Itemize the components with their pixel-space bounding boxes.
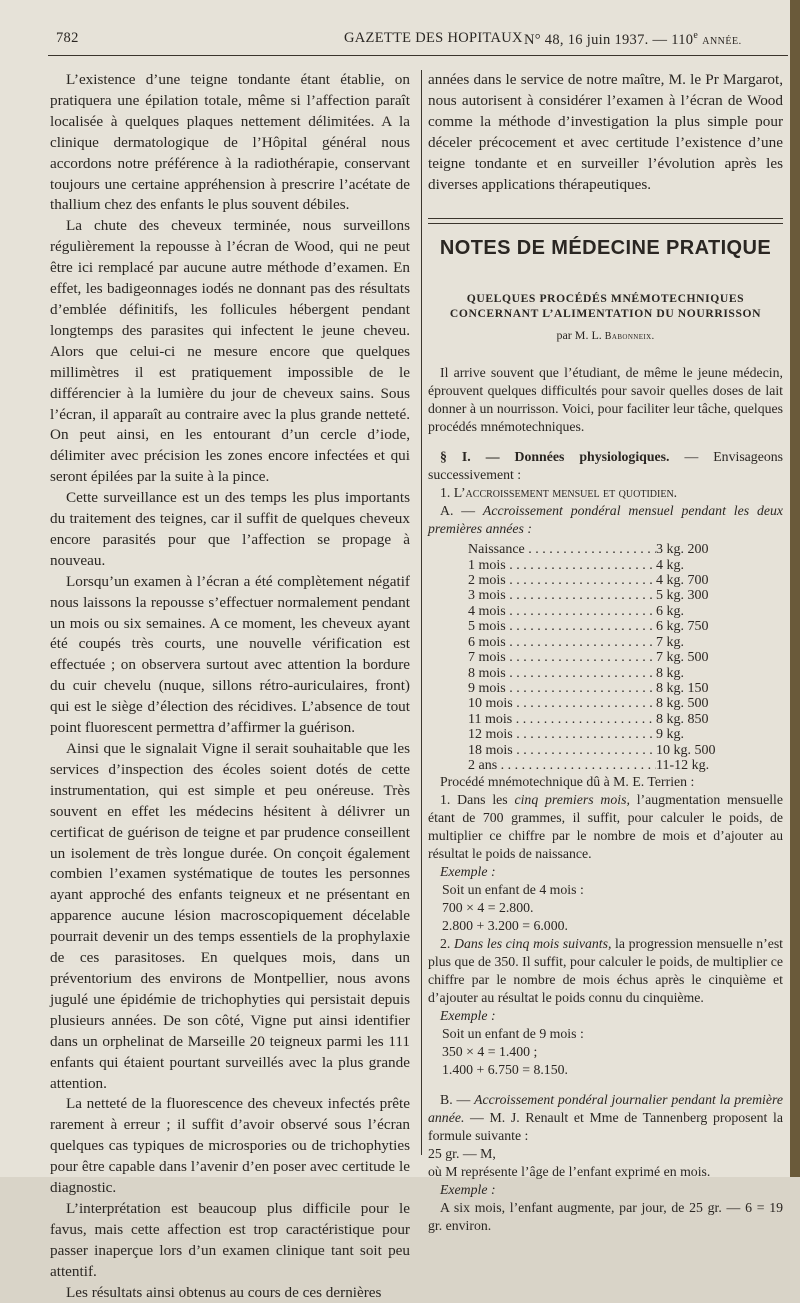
paragraph: Ainsi que le signalait Vigne il serait souhaitable que les services d’inspection des écoles soient dotés de cette instrumentation, qui est simple et peu onéreuse. Très souvent en effet les médecins hésitent à délivrer un certificat de guérison de teigne et par prudence conseillent un isolement de très longue durée. On conçoit également combien l’examen systématique de toutes les personnes ayant approché des enfants teigneux et ne présentant en apparence aucune lésion macroscopiquement décelable pourrait devenir un des temps essentiels de la prophylaxie de ces parasitoses. En quelques mois, dans un préventorium des environs de Montpellier, nous avons jugulé une épidémie de trichophyties qui persistait depuis plusieurs années. De son côté, Vigne put ainsi identifier dans un orphelinat de Marseille 20 teigneux parmi les 111 enfants qui étaient pourtant surveillés avec la plus grande attention. bbox=[50, 740, 410, 1092]
paragraph: La chute des cheveux terminée, nous surveillons régulièrement la repousse à l’écran de Wood, qui ne peut être ici remplacé par aucune autre méthode d’examen. En effet, les badigeonnages iodés ne donnant pas des résultats d’emblée définitifs, les follicules hébergent pendant longtemps des parasites qui infectent le jeune cheveu. Alors que celui-ci ne mesure encore que quelques millimètres il est pratiquement impossible de le différencier à la lumière du jour de cheveux sains. Sous l’écran, il apparaît au contraire avec la plus grande netteté. On peut ainsi, en les entourant d’un cercle d’iode, délimiter avec précision les zones encore infectées et qui seront épilées par la suite à la pince. bbox=[50, 217, 410, 486]
subsection-b: B. — Accroissement pondéral journalier pendant la première année. — M. J. Renault et Mme de Tannenberg proposent la formule suivante : bbox=[428, 1092, 783, 1144]
age-label: 7 mois . . . bbox=[468, 650, 656, 665]
weight-value: 4 kg. bbox=[656, 557, 684, 573]
paragraph: La netteté de la fluorescence des cheveux infectés prête rarement à erreur ; il suffit d’avoir observé sous l’écran quelques cas typiques de microspories ou de trichophyties pour être capable dans l’avenir d’en poser avec certitude le diagnostic. bbox=[50, 1095, 410, 1197]
age-label: 4 mois . . . bbox=[468, 604, 656, 619]
age-label: 8 mois . . . bbox=[468, 666, 656, 681]
weight-value: 9 kg. bbox=[656, 727, 684, 743]
age-label: 3 mois . . . bbox=[468, 588, 656, 603]
weight-row bbox=[468, 619, 736, 634]
rule-2: 2. Dans les cinq mois suivants, la progression mensuelle n’est plus que de 350. Il suffit, pour calculer le poids, de multiplier ce chiffre par le nombre de mois échus après le cinquième et d’ajouter au résultat le poids connu du cinquième. bbox=[428, 936, 784, 1006]
left-column bbox=[50, 70, 410, 1303]
weight-row bbox=[468, 573, 736, 588]
weight-value: 8 kg. 500 bbox=[656, 696, 709, 712]
example-label: Exemple : bbox=[440, 1008, 496, 1024]
weight-value: 10 kg. 500 bbox=[656, 742, 716, 758]
age-label: 18 mois . . . bbox=[468, 743, 656, 758]
section-double-rule bbox=[428, 218, 783, 224]
age-label: 2 ans . . . bbox=[468, 758, 656, 773]
example-line: 350 × 4 = 1.400 ; bbox=[442, 1044, 538, 1060]
weight-row bbox=[468, 727, 736, 742]
example-line: Soit un enfant de 4 mois : bbox=[442, 882, 584, 898]
formula-note: où M représente l’âge de l’enfant exprimé en mois. bbox=[428, 1164, 711, 1180]
weight-value: 6 kg. bbox=[656, 603, 684, 619]
weight-row bbox=[468, 681, 736, 696]
example-line: 700 × 4 = 2.800. bbox=[442, 900, 534, 916]
weight-table bbox=[468, 542, 736, 773]
example-line: 1.400 + 6.750 = 8.150. bbox=[442, 1062, 568, 1078]
weight-value: 4 kg. 700 bbox=[656, 573, 709, 589]
example-label: Exemple : bbox=[440, 864, 496, 880]
column-divider bbox=[421, 70, 422, 1155]
age-label: 1 mois . . . bbox=[468, 558, 656, 573]
article-title: QUELQUES PROCÉDÉS MNÉMOTECHNIQUES CONCERNANT L’ALIMENTATION DU NOURRISSON bbox=[449, 292, 762, 321]
age-label: 11 mois . . . bbox=[468, 712, 656, 727]
weight-value: 11-12 kg. bbox=[656, 757, 710, 773]
weight-value: 6 kg. 750 bbox=[656, 619, 709, 635]
procede-line: Procédé mnémotechnique dû à M. E. Terrien : bbox=[440, 774, 695, 790]
age-label: 6 mois . . . bbox=[468, 635, 656, 650]
weight-row bbox=[468, 666, 736, 681]
article-body bbox=[428, 364, 783, 1235]
subsection-heading: 1. L’accroissement mensuel et quotidien. bbox=[440, 485, 678, 501]
weight-value: 7 kg. bbox=[656, 634, 684, 650]
weight-row bbox=[468, 604, 736, 619]
rule-1: 1. Dans les cinq premiers mois, l’augmentation mensuelle étant de 700 grammes, il suffit, pour calculer le poids, de multiplier ce chiffre par le nombre de mois et d’ajouter au résultat le poids de naissance. bbox=[428, 792, 783, 862]
formula: 25 gr. — M, bbox=[428, 1146, 496, 1162]
section-title: NOTES DE MÉDECINE PRATIQUE bbox=[439, 237, 772, 260]
age-label: 5 mois . . . bbox=[468, 619, 656, 634]
age-label: 10 mois . . . bbox=[468, 696, 656, 711]
journal-title: GAZETTE DES HOPITAUX bbox=[344, 30, 523, 46]
weight-row bbox=[468, 558, 736, 573]
paragraph: Cette surveillance est un des temps les plus importants du traitement des teignes, car il suffit de quelques cheveux encore parasités pour que l’affection se propage à nouveau. bbox=[50, 489, 410, 569]
weight-value: 5 kg. 300 bbox=[656, 588, 709, 604]
weight-value: 8 kg. bbox=[656, 665, 684, 681]
age-label: 9 mois . . . bbox=[468, 681, 656, 696]
weight-value: 8 kg. 850 bbox=[656, 711, 709, 727]
weight-row bbox=[468, 712, 736, 727]
paragraph: Les résultats ainsi obtenus au cours de ces dernières bbox=[66, 1283, 382, 1301]
weight-value: 3 kg. 200 bbox=[656, 542, 709, 558]
paragraph: L’interprétation est beaucoup plus difficile pour le favus, mais cette affection est trop caractéristique pour passer inaperçue lors d’un examen clinique tant soit peu attentif. bbox=[50, 1199, 410, 1280]
article-author: par M. L. Babonneix. bbox=[556, 328, 655, 343]
example-line: Soit un enfant de 9 mois : bbox=[442, 1026, 584, 1042]
header-rule bbox=[48, 55, 788, 56]
weight-value: 7 kg. 500 bbox=[656, 650, 709, 666]
weight-row bbox=[468, 650, 736, 665]
section-heading: § I. — Données physiologiques. — Envisageons successivement : bbox=[428, 449, 783, 483]
right-column bbox=[428, 70, 783, 1235]
weight-value: 8 kg. 150 bbox=[656, 680, 709, 696]
page-header bbox=[56, 30, 786, 50]
issue-info: N° 48, 16 juin 1937. — 110e ANNÉE. bbox=[524, 30, 742, 48]
example-line: A six mois, l’enfant augmente, par jour, de 25 gr. — 6 = 19 gr. environ. bbox=[428, 1200, 783, 1234]
age-label: 12 mois . . . bbox=[468, 727, 656, 742]
age-label: 2 mois . . . bbox=[468, 573, 656, 588]
weight-row bbox=[468, 635, 736, 650]
weight-row bbox=[468, 758, 736, 773]
paragraph: L’existence d’une teigne tondante étant établie, on pratiquera une épilation totale, même si l’affection paraît localisée à quelques plaques nettement délimitées. A la clinique dermatologique de l’Hôpital général nous accordons notre préférence à la radiothérapie, conservant toujours une certaine appréhension à prescrire l’acétate de thallium chez des enfants le plus souvent débiles. bbox=[50, 71, 410, 214]
paragraph: Lorsqu’un examen à l’écran a été complètement négatif nous laissons la repousse s’effectuer normalement pendant un mois ou six semaines. A ce moment, les cheveux ayant été coupés très courts, une nouvelle vérification est effectuée ; on observera surtout avec attention la bordure du cuir chevelu (nuque, sillons rétro-auriculaires, front) qui est le siège d’élection des récidives. L’absence de tout point fluorescent permettra d’affirmer la guérison. bbox=[50, 572, 410, 737]
weight-row bbox=[468, 588, 736, 603]
weight-row bbox=[468, 542, 736, 557]
weight-row bbox=[468, 696, 736, 711]
intro-paragraph: Il arrive souvent que l’étudiant, de même le jeune médecin, éprouvent quelques difficultés pour savoir quelles doses de lait donner à un nourrisson. Voici, pour faciliter leur tâche, quelques procédés mnémotechniques. bbox=[428, 365, 783, 435]
page-edge bbox=[790, 0, 800, 1177]
age-label: Naissance . . . bbox=[468, 542, 656, 557]
subsection-a: A. — Accroissement pondéral mensuel pendant les deux premières années : bbox=[428, 503, 783, 537]
example-label: Exemple : bbox=[440, 1182, 496, 1198]
continuation-paragraph: années dans le service de notre maître, M. le Pr Margarot, nous autorisent à considérer l’examen à l’écran de Wood comme la méthode d’investigation la plus simple pour déceler précocement et avec certitude l’existence d’une teigne tondante et en surveiller l’évolution après les diverses applications thérapeutiques. bbox=[428, 71, 783, 193]
example-line: 2.800 + 3.200 = 6.000. bbox=[442, 918, 568, 934]
page-number: 782 bbox=[56, 30, 79, 46]
weight-row bbox=[468, 743, 736, 758]
